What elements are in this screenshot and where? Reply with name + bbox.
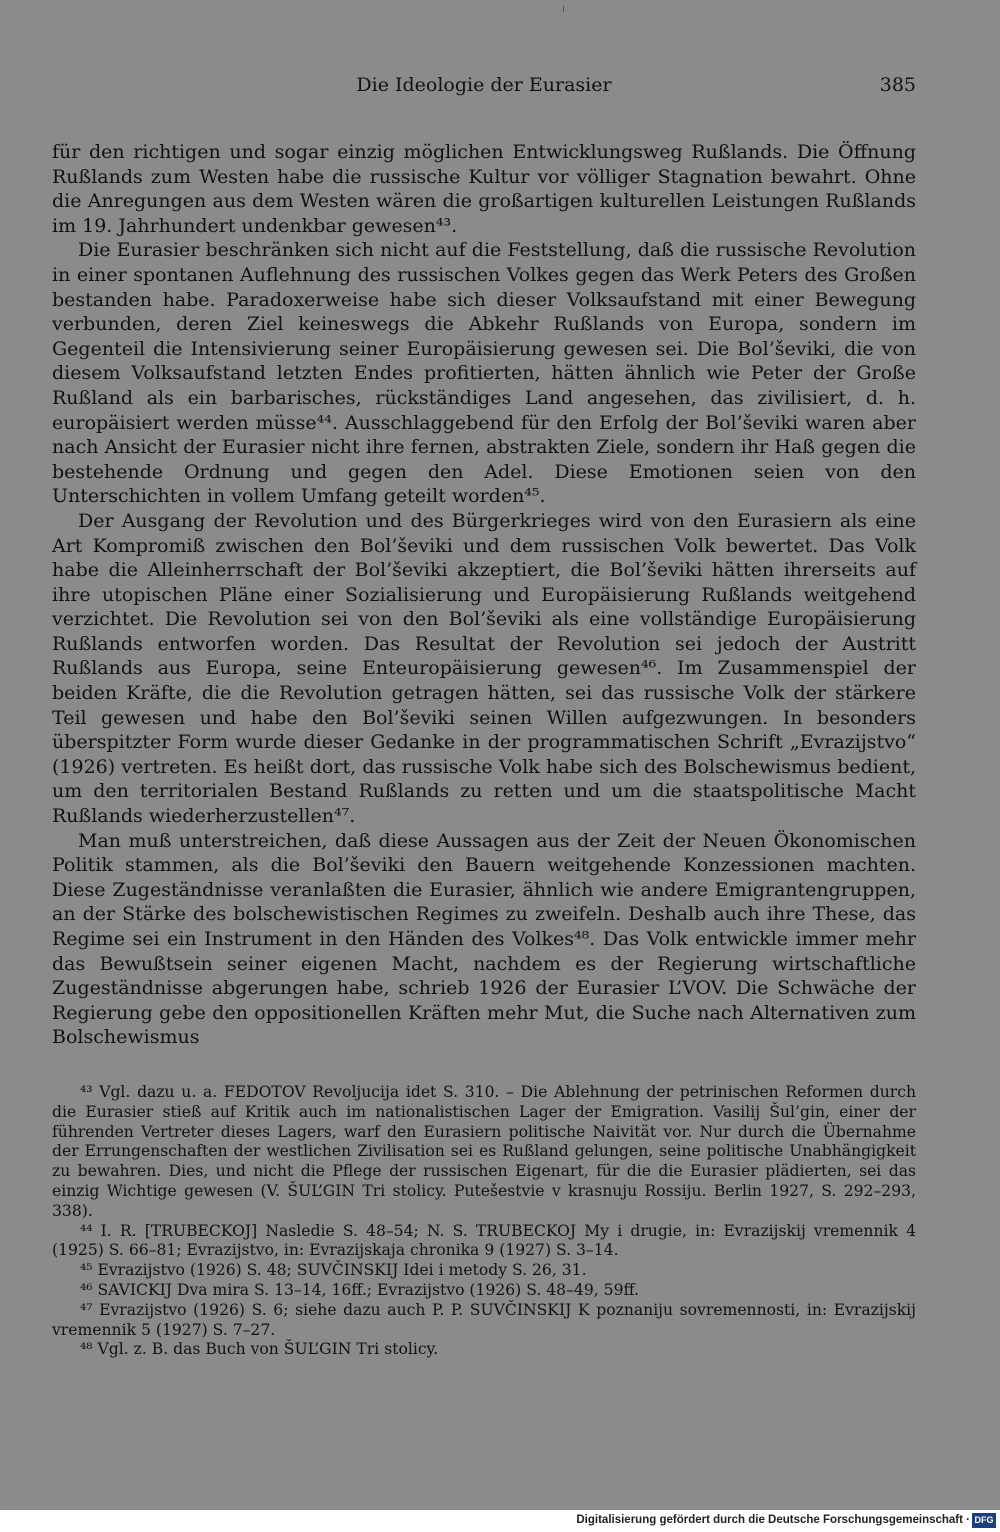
running-title: Die Ideologie der Eurasier — [356, 74, 612, 96]
footnote-48: ⁴⁸ Vgl. z. B. das Buch von ŠUL’GIN Tri stolicy. — [80, 1340, 439, 1359]
footnote-43: ⁴³ Vgl. dazu u. a. FEDOTOV Revoljucija idet S. 310. – Die Ablehnung der petrinischen Reformen durch die Eurasier stieß auf Kritik auch im nationalistischen Lager der Emigration. Vasilij Šul’gin, einer der führenden Vertreter dieses Lagers, warf den Eurasiern politische Naivität vor. Nur durch die Übernahme der Errungenschaften der westlichen Zivilisation sei es Rußland gelungen, seine politische Unabhängigkeit zu bewahren. Dies, und nicht die Pflege der russischen Eigenart, für die die Eurasier plädierten, sei das einzig Wichtige gewesen (V. ŠUL’GIN Tri stolicy. Putešestvie v krasnuju Rossiju. Berlin 1927, S. 292–293, 338). — [52, 1083, 916, 1220]
footnote-45: ⁴⁵ Evrazijstvo (1926) S. 48; SUVČINSKIJ Idei i metody S. 26, 31. — [80, 1261, 587, 1280]
footnote-47: ⁴⁷ Evrazijstvo (1926) S. 6; siehe dazu auch P. P. SUVČINSKIJ K poznaniju sovremennosti, in: Evrazijskij vremennik 5 (1927) S. 7–27. — [52, 1300, 916, 1339]
footnote-44: ⁴⁴ I. R. [TRUBECKOJ] Nasledie S. 48–54; N. S. TRUBECKOJ My i drugie, in: Evrazijskij vremennik 4 (1925) S. 66–81; Evrazijstvo, in: Evrazijskaja chronika 9 (1927) S. 3–14. — [52, 1221, 916, 1260]
paragraph-2: Die Eurasier beschränken sich nicht auf die Feststellung, daß die russische Revolution in einer spontanen Auflehnung des russischen Volkes gegen das Werk Peters des Großen bestanden habe. Paradoxerweise habe sich dieser Volksaufstand mit einer Bewegung verbunden, deren Ziel keineswegs die Abkehr Rußlands von Europa, sondern im Gegenteil die Intensivierung seiner Europäisierung gewesen sei. Die Bol’ševiki, die von diesem Volksaufstand letzten Endes profitierten, hätten ähnlich wie Peter der Große Rußland als ein barbarisches, rückständiges Land angesehen, das zivilisiert, d. h. europäisiert werden müsse⁴⁴. Ausschlaggebend für den Erfolg der Bol’ševiki waren aber nach Ansicht der Eurasier nicht ihre fernen, abstrakten Ziele, sondern ihr Haß gegen die bestehende Ordnung und gegen den Adel. Diese Emotionen seien von den Unterschichten in vollem Umfang geteilt worden⁴⁵. — [52, 239, 916, 508]
digitization-credit: Digitalisierung gefördert durch die Deutsche Forschungsgemeinschaft · — [576, 1514, 970, 1526]
dfg-logo-icon: DFG — [972, 1513, 996, 1528]
footnotes — [52, 1083, 916, 1360]
body-text — [52, 140, 916, 1050]
footnote-46: ⁴⁶ SAVICKIJ Dva mira S. 13–14, 16ff.; Evrazijstvo (1926) S. 48–49, 59ff. — [80, 1280, 639, 1299]
paragraph-3: Der Ausgang der Revolution und des Bürgerkrieges wird von den Eurasiern als eine Art Kompromiß zwischen den Bol’ševiki und dem russischen Volk bewertet. Das Volk habe die Alleinherrschaft der Bol’ševiki akzeptiert, die Bol’ševiki hätten ihrerseits auf ihre utopischen Pläne einer Sozialisierung und Europäisierung Rußlands weitgehend verzichtet. Die Revolution sei von den Bol’ševiki als eine vollständige Europäisierung Rußlands entworfen worden. Das Resultat der Revolution sei jedoch der Austritt Rußlands aus Europa, seine Enteuropäisierung gewesen⁴⁶. Im Zusammenspiel der beiden Kräfte, die die Revolution getragen hätten, sei das russische Volk der stärkere Teil gewesen und habe den Bol’ševiki seinen Willen aufgezwungen. In besonders überspitzter Form wurde dieser Gedanke in der programmatischen Schrift „Evrazijstvo“ (1926) vertreten. Es heißt dort, das russische Volk habe sich des Bolschewismus bedient, um den territorialen Bestand Rußlands zu retten und um die staatspolitische Macht Rußlands wiederherzustellen⁴⁷. — [52, 509, 916, 828]
page-number: 385 — [879, 74, 916, 96]
scan-mark — [563, 6, 564, 12]
running-head — [52, 74, 916, 104]
paragraph-1: für den richtigen und sogar einzig möglichen Entwicklungsweg Rußlands. Die Öffnung Rußlands zum Westen habe die russische Kultur vor völliger Stagnation bewahrt. Ohne die Anregungen aus dem Westen wären die großartigen kulturellen Leistungen Rußlands im 19. Jahrhundert undenkbar gewesen⁴³. — [52, 141, 916, 237]
digitization-footer — [0, 1510, 1000, 1532]
paragraph-4: Man muß unterstreichen, daß diese Aussagen aus der Zeit der Neuen Ökonomischen Politik stammen, als die Bol’ševiki den Bauern weitgehende Konzessionen machten. Diese Zugeständnisse veranlaßten die Eurasier, ähnlich wie andere Emigrantengruppen, an der Stärke des bolschewistischen Regimes zu zweifeln. Deshalb auch ihre These, das Regime sei ein Instrument in den Händen des Volkes⁴⁸. Das Volk entwickle immer mehr das Bewußtsein seiner eigenen Macht, nachdem es der Regierung wirtschaftliche Zugeständnisse abgerungen habe, schrieb 1926 der Eurasier L’VOV. Die Schwäche der Regierung gebe den oppositionellen Kräften mehr Mut, die Suche nach Alternativen zum Bolschewismus — [52, 829, 916, 1049]
